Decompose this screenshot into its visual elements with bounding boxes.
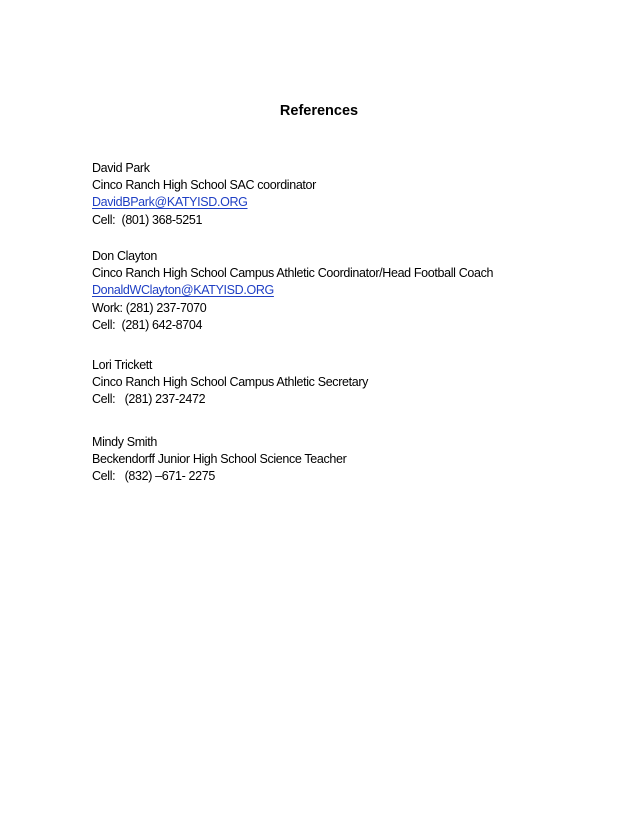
reference-entry bbox=[92, 248, 612, 334]
reference-phone: Cell: (832) –671- 2275 bbox=[92, 469, 215, 484]
reference-phone: Cell: (281) 642-8704 bbox=[92, 317, 203, 332]
reference-entry bbox=[92, 434, 612, 486]
reference-name: Don Clayton bbox=[92, 249, 157, 263]
reference-entry bbox=[92, 160, 612, 229]
reference-name: Mindy Smith bbox=[92, 435, 157, 449]
reference-phone: Work: (281) 237-7070 bbox=[92, 300, 207, 315]
reference-position: Beckendorff Junior High School Science Teacher bbox=[92, 452, 347, 467]
reference-name: Lori Trickett bbox=[92, 358, 153, 372]
reference-position: Cinco Ranch High School Campus Athletic Coordinator/Head Football Coach bbox=[92, 266, 494, 281]
reference-phone: Cell: (801) 368-5251 bbox=[92, 212, 203, 227]
page-title: References bbox=[279, 103, 359, 119]
reference-name: David Park bbox=[92, 161, 150, 175]
reference-position: Cinco Ranch High School SAC coordinator bbox=[92, 178, 316, 193]
reference-phone: Cell: (281) 237-2472 bbox=[92, 392, 206, 407]
reference-email-link[interactable]: DonaldWClayton@KATYISD.ORG bbox=[92, 283, 274, 298]
reference-position: Cinco Ranch High School Campus Athletic Secretary bbox=[92, 375, 369, 390]
reference-entry bbox=[92, 357, 612, 409]
reference-email-link[interactable]: DavidBPark@KATYISD.ORG bbox=[92, 195, 248, 210]
